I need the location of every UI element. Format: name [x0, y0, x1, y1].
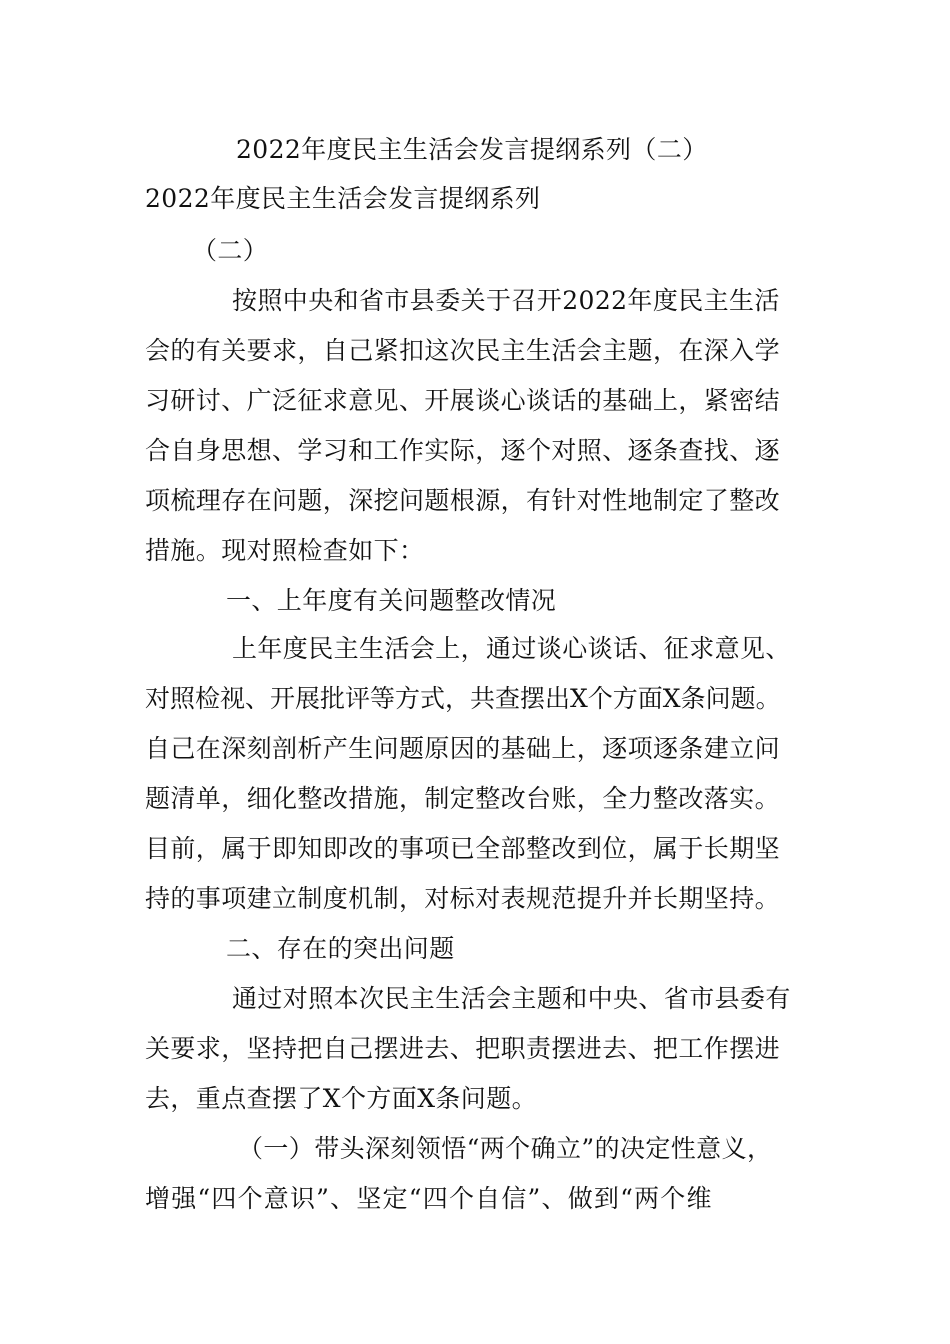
- paragraph-line: 上年度民主生活会上，通过谈心谈话、征求意见、: [232, 634, 791, 663]
- section-heading: 一、上年度有关问题整改情况: [226, 586, 557, 615]
- paragraph-line: 会的有关要求，自己紧扣这次民主生活会主题，在深入学: [145, 336, 781, 365]
- paragraph-line: 自己在深刻剖析产生问题原因的基础上，逐项逐条建立问: [145, 734, 781, 763]
- paragraph-line: 去，重点查摆了X个方面X条问题。: [145, 1084, 537, 1113]
- paragraph-line: 目前，属于即知即改的事项已全部整改到位，属于长期坚: [145, 834, 781, 863]
- paragraph-line: 通过对照本次民主生活会主题和中央、省市县委有: [232, 984, 791, 1013]
- paragraph-line: 关要求，坚持把自己摆进去、把职责摆进去、把工作摆进: [145, 1034, 781, 1063]
- subsection-heading: （一）带头深刻领悟“两个确立”的决定性意义，: [238, 1134, 773, 1163]
- paragraph-line: 增强“四个意识”、坚定“四个自信”、做到“两个维: [145, 1184, 713, 1213]
- paragraph-line: 合自身思想、学习和工作实际，逐个对照、逐条查找、逐: [145, 436, 781, 465]
- paragraph-line: 按照中央和省市县委关于召开2022年度民主生活: [232, 286, 780, 315]
- paragraph-line: 题清单，细化整改措施，制定整改台账，全力整改落实。: [145, 784, 781, 813]
- paragraph-line: 措施。现对照检查如下：: [145, 536, 425, 565]
- section-heading: 二、存在的突出问题: [226, 934, 455, 963]
- paragraph-line: 习研讨、广泛征求意见、开展谈心谈话的基础上，紧密结: [145, 386, 781, 415]
- document-subtitle: 2022年度民主生活会发言提纲系列: [145, 184, 541, 213]
- paragraph-line: 对照检视、开展批评等方式，共查摆出X个方面X条问题。: [145, 684, 781, 713]
- paragraph-line: 持的事项建立制度机制，对标对表规范提升并长期坚持。: [145, 884, 781, 913]
- document-title: 2022年度民主生活会发言提纲系列（二）: [236, 135, 708, 164]
- document-subtitle-part: （二）: [192, 236, 269, 265]
- paragraph-line: 项梳理存在问题，深挖问题根源，有针对性地制定了整改: [145, 486, 781, 515]
